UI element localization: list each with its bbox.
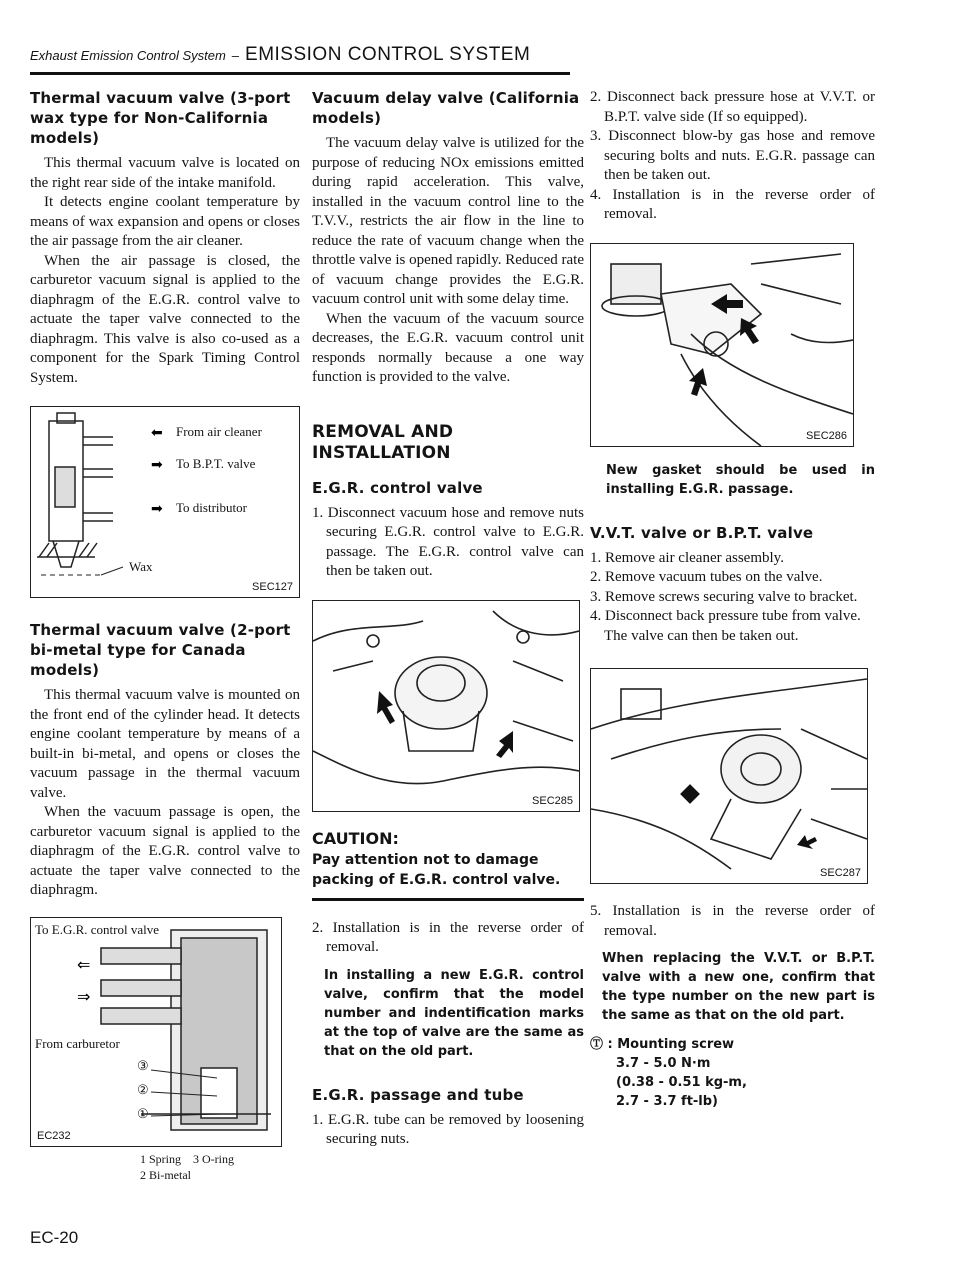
- torque-spec: [590, 1035, 875, 1111]
- figure-sec287: [590, 668, 868, 884]
- spec-label: Ⓣ : Mounting screw: [590, 1037, 735, 1052]
- heading-3port-valve: Thermal vacuum valve (3-port wax type for Non-California models): [30, 89, 291, 147]
- heading-egr-valve: E.G.R. control valve: [312, 478, 483, 497]
- heading-removal: REMOVAL AND INSTALLATION: [312, 421, 454, 463]
- paragraph: This thermal vacuum valve is located on the right rear side of the intake manifold.: [30, 155, 300, 191]
- page-header: [30, 44, 880, 74]
- caution-text: Pay attention not to damage packing of E.G.R. control valve.: [312, 851, 561, 888]
- legend-bimetal: 2 Bi-metal: [140, 1167, 191, 1182]
- label-from-carburetor: From carburetor: [35, 1035, 120, 1051]
- figure-code: SEC287: [820, 867, 861, 879]
- paragraph: When the vacuum passage is open, the carburetor vacuum signal is applied to the diaphragm of the E.G.R. control valve to actuate the taper valve connected to the diaphragm.: [30, 804, 300, 898]
- vvt-step-3: 3. Remove screws securing valve to bracket.: [590, 588, 858, 605]
- system-name: Exhaust Emission Control System: [30, 48, 226, 63]
- paragraph: This thermal vacuum valve is mounted on the front end of the cylinder head. It detects engine coolant temperature by means of a built-in bi-metal, and opens or closes the vacuum passage in the thermal vacuum valve.: [30, 687, 300, 801]
- paragraph: When the vacuum of the vacuum source decreases, the E.G.R. vacuum control unit responds normally because a one way function is provided to the valve.: [312, 310, 584, 385]
- figure-legend: [30, 1151, 300, 1183]
- column-left: [30, 88, 300, 1183]
- vvt-step-4-cont: The valve can then be taken out.: [604, 627, 799, 644]
- legend-spring: 1 Spring: [140, 1151, 182, 1166]
- bimetal-valve-diagram: [31, 918, 281, 1146]
- caution-heading: CAUTION:: [312, 828, 399, 848]
- step-1-tube: 1. E.G.R. tube can be removed by loosening securing nuts.: [312, 1111, 584, 1147]
- svg-text:➡: ➡: [151, 501, 163, 517]
- column-middle: [312, 88, 584, 1150]
- figure-sec286: [590, 243, 854, 447]
- caution-box: [312, 828, 584, 901]
- label-1: ①: [137, 1105, 149, 1121]
- label-from-air-cleaner: From air cleaner: [176, 424, 262, 439]
- legend-oring: 3 O-ring: [193, 1151, 235, 1166]
- header-rule: [30, 72, 570, 75]
- paragraph: It detects engine coolant temperature by means of wax expansion and opens or closes the air passage from the air cleaner.: [30, 194, 300, 249]
- figure-code: SEC127: [252, 581, 293, 593]
- heading-vvt-valve: V.V.T. valve or B.P.T. valve: [590, 523, 814, 542]
- vvt-step-4: 4. Disconnect back pressure tube from valve.: [590, 608, 861, 624]
- heading-vacuum-delay: Vacuum delay valve (California models): [312, 89, 580, 127]
- step-2: 2. Installation is in the reverse order of removal.: [312, 919, 584, 955]
- label-2: ②: [137, 1081, 149, 1097]
- label-wax: Wax: [129, 559, 153, 574]
- section-title: EMISSION CONTROL SYSTEM: [245, 44, 531, 65]
- page-number: EC-20: [30, 1228, 79, 1247]
- header-separator: –: [231, 48, 240, 63]
- svg-text:⇐: ⇐: [77, 954, 91, 974]
- column-right: [590, 88, 875, 1111]
- step-2-hose: 2. Disconnect back pressure hose at V.V.T. or B.P.T. valve side (If so equipped).: [590, 89, 875, 125]
- replacement-note: When replacing the V.V.T. or B.P.T. valve with a new one, confirm that the type number on the new part is the same as that on the old part.: [602, 951, 875, 1023]
- egr-passage-photo: [591, 244, 853, 446]
- vvt-valve-photo: [591, 669, 867, 883]
- figure-code: EC232: [37, 1129, 71, 1142]
- label-to-egr: To E.G.R. control valve: [35, 921, 160, 937]
- paragraph: The vacuum delay valve is utilized for the purpose of reducing NOx emissions emitted during rapid acceleration. This valve, installed in the vacuum control line to the T.V.V., restricts the air flow in the line to reduce the rate of vacuum change when the throttle valve is opened rapidly. Reduced rate of vacuum change provides the E.G.R. vacuum control unit with some delay time.: [312, 135, 584, 307]
- svg-text:➡: ➡: [151, 457, 163, 473]
- vvt-step-2: 2. Remove vacuum tubes on the valve.: [590, 569, 823, 585]
- svg-text:⇒: ⇒: [77, 986, 91, 1006]
- label-to-distributor: To distributor: [176, 500, 247, 515]
- figure-code: SEC285: [532, 794, 573, 807]
- svg-text:⬅: ⬅: [151, 425, 163, 441]
- figure-sec285: [312, 600, 580, 812]
- heading-2port-valve: Thermal vacuum valve (2-port bi-metal type for Canada models): [30, 621, 291, 679]
- figure-code: SEC286: [806, 429, 847, 442]
- vvt-step-5: 5. Installation is in the reverse order of removal.: [590, 903, 875, 939]
- vvt-step-1: 1. Remove air cleaner assembly.: [590, 549, 784, 566]
- step-3-blowby: 3. Disconnect blow-by gas hose and remove securing bolts and nuts. E.G.R. passage can then be taken out.: [590, 128, 875, 183]
- spec-nm: 3.7 - 5.0 N·m: [616, 1056, 711, 1071]
- label-3: ③: [137, 1057, 149, 1073]
- spec-ftlb: 2.7 - 3.7 ft-lb): [616, 1094, 719, 1109]
- figure-sec127: [30, 406, 300, 598]
- egr-valve-photo: [313, 601, 579, 811]
- gasket-note: New gasket should be used in installing E.G.R. passage.: [606, 462, 875, 497]
- step-1: 1. Disconnect vacuum hose and remove nuts securing E.G.R. control valve to E.G.R. passage. The E.G.R. control valve can then be taken out.: [312, 504, 584, 579]
- heading-egr-passage: E.G.R. passage and tube: [312, 1085, 524, 1104]
- spec-kgm: (0.38 - 0.51 kg-m,: [616, 1075, 747, 1090]
- install-note: In installing a new E.G.R. control valve, confirm that the model number and indentification marks at the top of valve are the same as that on the old part.: [324, 967, 584, 1059]
- step-4-install: 4. Installation is in the reverse order of removal.: [590, 186, 875, 222]
- label-to-bpt-valve: To B.P.T. valve: [176, 456, 256, 471]
- figure-ec232: [30, 917, 282, 1147]
- paragraph: When the air passage is closed, the carburetor vacuum signal is applied to the diaphragm of the E.G.R. control valve to actuate the taper valve connected to the diaphragm. This valve is also co-used as a component for the Spark Timing Control System.: [30, 252, 300, 386]
